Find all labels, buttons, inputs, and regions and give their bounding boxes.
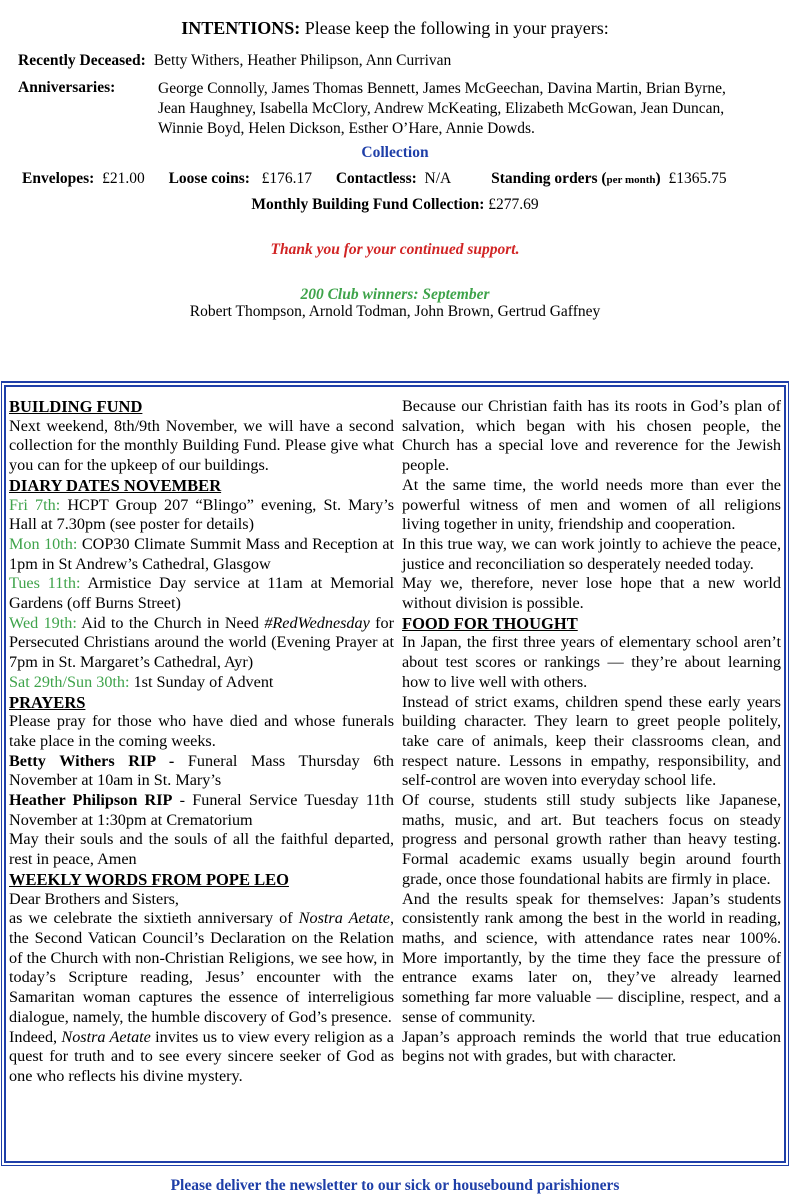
building-fund-total-value: £277.69 [488, 196, 539, 213]
intentions-instruction: Please keep the following in your prayers: [300, 18, 609, 38]
diary-hashtag: #RedWednesday [264, 613, 370, 632]
diary-entry [9, 614, 394, 673]
diary-entry [9, 673, 394, 693]
pope-text: Indeed, [9, 1027, 62, 1046]
loose-coins-label: Loose coins: [168, 170, 250, 187]
left-column [9, 397, 394, 1087]
contactless-value: N/A [424, 170, 452, 187]
pope-continued-paragraph: May we, therefore, never lose hope that a new world without division is possible. [402, 574, 781, 613]
diary-text: for Persecuted Christians around the world (Evening Prayer at 7pm in St. Margaret’s Cathedral, Ayr) [9, 613, 395, 672]
pope-continued-paragraph: Because our Christian faith has its roots in God’s plan of salvation, which began with his chosen people, the Church has a special love and reverence for the Jewish people. [402, 397, 781, 475]
standing-orders-period: per month [606, 174, 656, 186]
anniversaries-line: Winnie Boyd, Helen Dickson, Esther O’Hare, Annie Dowds. [158, 120, 535, 137]
pope-title-italic: Nostra Aetate [298, 909, 390, 928]
intentions-heading [0, 18, 790, 39]
standing-orders-label: Standing orders ( [491, 170, 607, 187]
food-paragraph: In Japan, the first three years of elementary school aren’t about test scores or rankings — they’re about learning how to live well with others. [402, 633, 781, 691]
contactless-item [336, 170, 451, 188]
pope-greeting: Dear Brothers and Sisters, [9, 889, 179, 908]
diary-entry [9, 535, 394, 574]
pope-text: as we celebrate the sixtieth anniversary of [9, 909, 299, 928]
pope-paragraph [9, 909, 394, 1027]
diary-text: COP30 Climate Summit Mass and Reception at 1pm in St Andrew’s Cathedral, Glasgow [9, 534, 395, 573]
prayers-text: Please pray for those who have died and whose funerals take place in the coming weeks. [9, 712, 394, 750]
collection-figures [22, 170, 727, 188]
building-fund-total [0, 196, 790, 214]
pope-paragraph [9, 1028, 394, 1087]
anniversaries-names [158, 79, 778, 139]
building-fund-text: Next weekend, 8th/9th November, we will have a second collection for the monthly Building Fund. Please give what you can for the upkeep of our buildings. [9, 416, 394, 475]
funeral-name: Betty Withers RIP - [9, 751, 175, 770]
prayers-heading: PRAYERS [9, 692, 86, 712]
food-for-thought-heading: FOOD FOR THOUGHT [402, 613, 578, 633]
diary-text: HCPT Group 207 “Blingo” evening, St. Mary’s Hall at 7.30pm (see poster for details) [9, 495, 394, 534]
diary-date: Tues 11th: [9, 574, 81, 593]
delivery-footer: Please deliver the newsletter to our sick or housebound parishioners [170, 1177, 620, 1194]
club-winners-names: Robert Thompson, Arnold Todman, John Brown, Gertrud Gaffney [189, 303, 601, 320]
food-paragraph: And the results speak for themselves: Japan’s students consistently rank among the best in the world in reading, maths, and science, with attendance rates near 100%. More importantly, by the time they face the pressure of entrance exams later on, they’ve already learned something far more valuable — discipline, respect, and a sense of community. [402, 889, 781, 1026]
recently-deceased-names: Betty Withers, Heather Philipson, Ann Currivan [153, 52, 452, 69]
contactless-label: Contactless: [335, 170, 417, 187]
right-column [402, 397, 781, 1067]
loose-coins-item [169, 170, 312, 188]
pope-title-italic: Nostra Aetate [61, 1027, 151, 1046]
food-paragraph: Instead of strict exams, children spend these early years building character. They learn to greet people politely, take care of animals, keep their classrooms clean, and respect nature. Lessons in empathy, responsibility, and self-control are woven into everyday school life. [402, 692, 781, 790]
anniversaries-line: George Connolly, James Thomas Bennett, James McGeechan, Davina Martin, Brian Byrne, [158, 80, 726, 97]
funeral-notice [9, 752, 394, 791]
pope-text: , the Second Vatican Council’s Declaration on the Relation of the Church with non-Christian Religions, we see how, in today’s Scripture reading, Jesus’ encounter with the Samaritan woman captures the essence of interreligious dialogue, namely, the humble discovery of God’s presence. [9, 909, 394, 1026]
standing-orders-item [491, 170, 726, 188]
funeral-name: Heather Philipson RIP [9, 791, 173, 810]
pope-continued-paragraph: In this true way, we can work jointly to achieve the peace, justice and reconciliation so desperately needed today. [402, 534, 781, 573]
envelopes-item [22, 170, 145, 188]
anniversaries-line: Jean Haughney, Isabella McClory, Andrew McKeating, Elizabeth McGowan, Jean Duncan, [158, 100, 725, 117]
funeral-details: Funeral Mass Thursday 6th November at 10am in St. Mary’s [9, 751, 394, 790]
standing-orders-paren: ) [655, 170, 661, 187]
loose-coins-value: £176.17 [261, 170, 312, 187]
diary-date: Wed 19th: [9, 613, 77, 632]
thank-you-message: Thank you for your continued support. [270, 241, 520, 258]
standing-orders-value: £1365.75 [668, 170, 727, 187]
building-fund-heading: BUILDING FUND [9, 397, 143, 416]
pope-words-heading: WEEKLY WORDS FROM POPE LEO [9, 869, 289, 889]
recently-deceased-row [18, 52, 451, 70]
diary-text: Armistice Day service at 11am at Memorial Gardens (off Burns Street) [9, 574, 394, 613]
funeral-details: - Funeral Service Tuesday 11th November at 1:30pm at Crematorium [9, 791, 395, 829]
club-winners-title: 200 Club winners: September [300, 286, 490, 303]
building-fund-total-label: Monthly Building Fund Collection: [251, 196, 485, 213]
diary-entry [9, 574, 394, 613]
diary-date: Mon 10th: [9, 534, 78, 553]
food-paragraph: Japan’s approach reminds the world that true education begins not with grades, but with character. [402, 1027, 781, 1066]
pope-text: invites us to view every religion as a quest for truth and to see every sincere seeker of God as one who reflects his divine mystery. [9, 1027, 394, 1085]
envelopes-label: Envelopes: [22, 170, 95, 187]
diary-date: Sat 29th/Sun 30th: [9, 672, 130, 691]
food-paragraph: Of course, students still study subjects like Japanese, maths, music, and art. But teachers focus on steady progress and personal growth rather than heavy testing. Formal academic exams usually begin around fourth grade, once those foundational habits are firmly in place. [402, 791, 781, 888]
diary-text: Aid to the Church in Need [76, 613, 265, 632]
pope-continued-paragraph: At the same time, the world needs more than ever the powerful witness of men and women of all religions living together in unity, friendship and cooperation. [402, 475, 781, 534]
collection-title: Collection [361, 144, 429, 161]
diary-date: Fri 7th: [9, 495, 61, 514]
diary-entry [9, 496, 394, 535]
anniversaries-label: Anniversaries: [18, 79, 116, 96]
intentions-label: INTENTIONS: [181, 18, 301, 38]
envelopes-value: £21.00 [102, 170, 145, 187]
diary-dates-heading: DIARY DATES NOVEMBER [9, 475, 222, 495]
funeral-notice [9, 791, 394, 830]
recently-deceased-label: Recently Deceased: [18, 52, 146, 69]
souls-prayer: May their souls and the souls of all the faithful departed, rest in peace, Amen [9, 830, 394, 869]
diary-text: 1st Sunday of Advent [129, 672, 274, 691]
